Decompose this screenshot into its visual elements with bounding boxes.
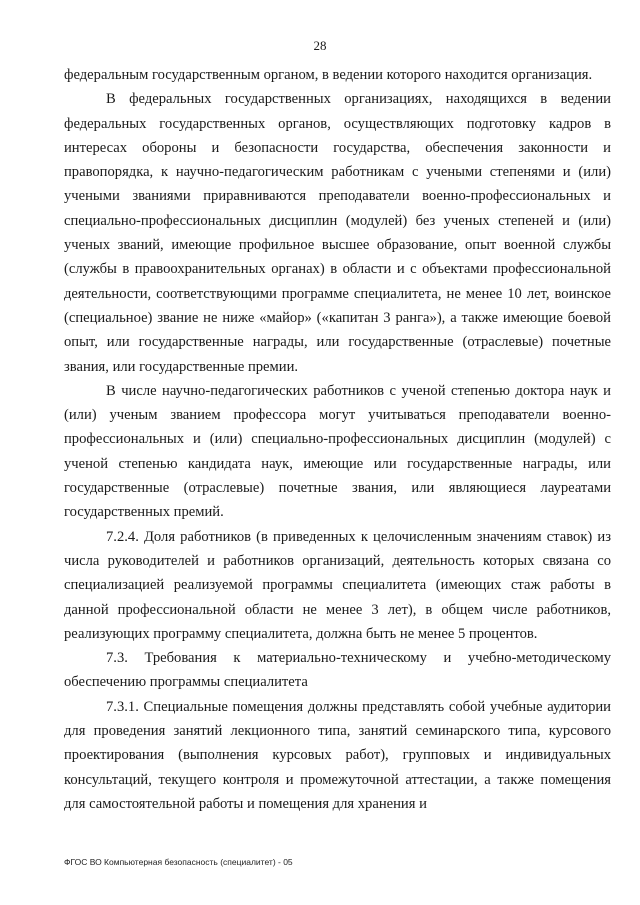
paragraph-7-3-1: 7.3.1. Специальные помещения должны представлять собой учебные аудитории для проведения занятий лекционного типа, занятий семинарского типа, курсового проектирования (выполнения курсовых работ), групповых и индивидуальных консультаций, текущего контроля и промежуточной аттестации, а также помещения для самостоятельной работы и помещения для хранения и — [64, 698, 611, 812]
paragraph-military-organizations: В федеральных государственных организациях, находящихся в ведении федеральных государственных органов, осуществляющих подготовку кадров в интересах обороны и безопасности государства, обеспечения законности и правопорядка, к научно-педагогическим работникам с учеными степенями и (или) учеными званиями приравниваются преподаватели военно-профессиональных и специально-профессиональных дисциплин (модулей) без ученых степеней и (или) ученых званий, имеющие профильное высшее образование, опыт военной службы (службы в правоохранительных органах) в области и с объектами профессиональной деятельности, соответствующими программе специалитета, не менее 10 лет, воинское (специальное) звание не ниже «майор» («капитан 3 ранга»), а также имеющие боевой опыт, или государственные награды, или государственные (отраслевые) почетные звания, или государственные премии. — [64, 91, 611, 375]
document-footer: ФГОС ВО Компьютерная безопасность (специалитет) - 05 — [64, 857, 293, 867]
paragraph-7-3-heading: 7.3. Требования к материально-техническому и учебно-методическому обеспечению программы специалитета — [64, 650, 611, 691]
paragraph-doctoral-staff: В числе научно-педагогических работников с ученой степенью доктора наук и (или) ученым званием профессора могут учитываться преподаватели военно-профессиональных и (или) специально-профессиональных дисциплин (модулей) с ученой степенью кандидата наук, имеющие или государственные награды, или государственные (отраслевые) почетные звания, или являющиеся лауреатами государственных премий. — [64, 382, 611, 521]
paragraph-continuation: федеральным государственным органом, в ведении которого находится организация. — [64, 67, 593, 83]
page-number: 28 — [313, 38, 327, 53]
document-body — [64, 63, 611, 816]
paragraph-7-2-4: 7.2.4. Доля работников (в приведенных к целочисленным значениям ставок) из числа руководителей и работников организаций, деятельность которых связана со специализацией реализуемой программы специалитета (имеющих стаж работы в данной профессиональной области не менее 3 лет), в общем числе работников, реализующих программу специалитета, должна быть не менее 5 процентов. — [64, 528, 611, 642]
